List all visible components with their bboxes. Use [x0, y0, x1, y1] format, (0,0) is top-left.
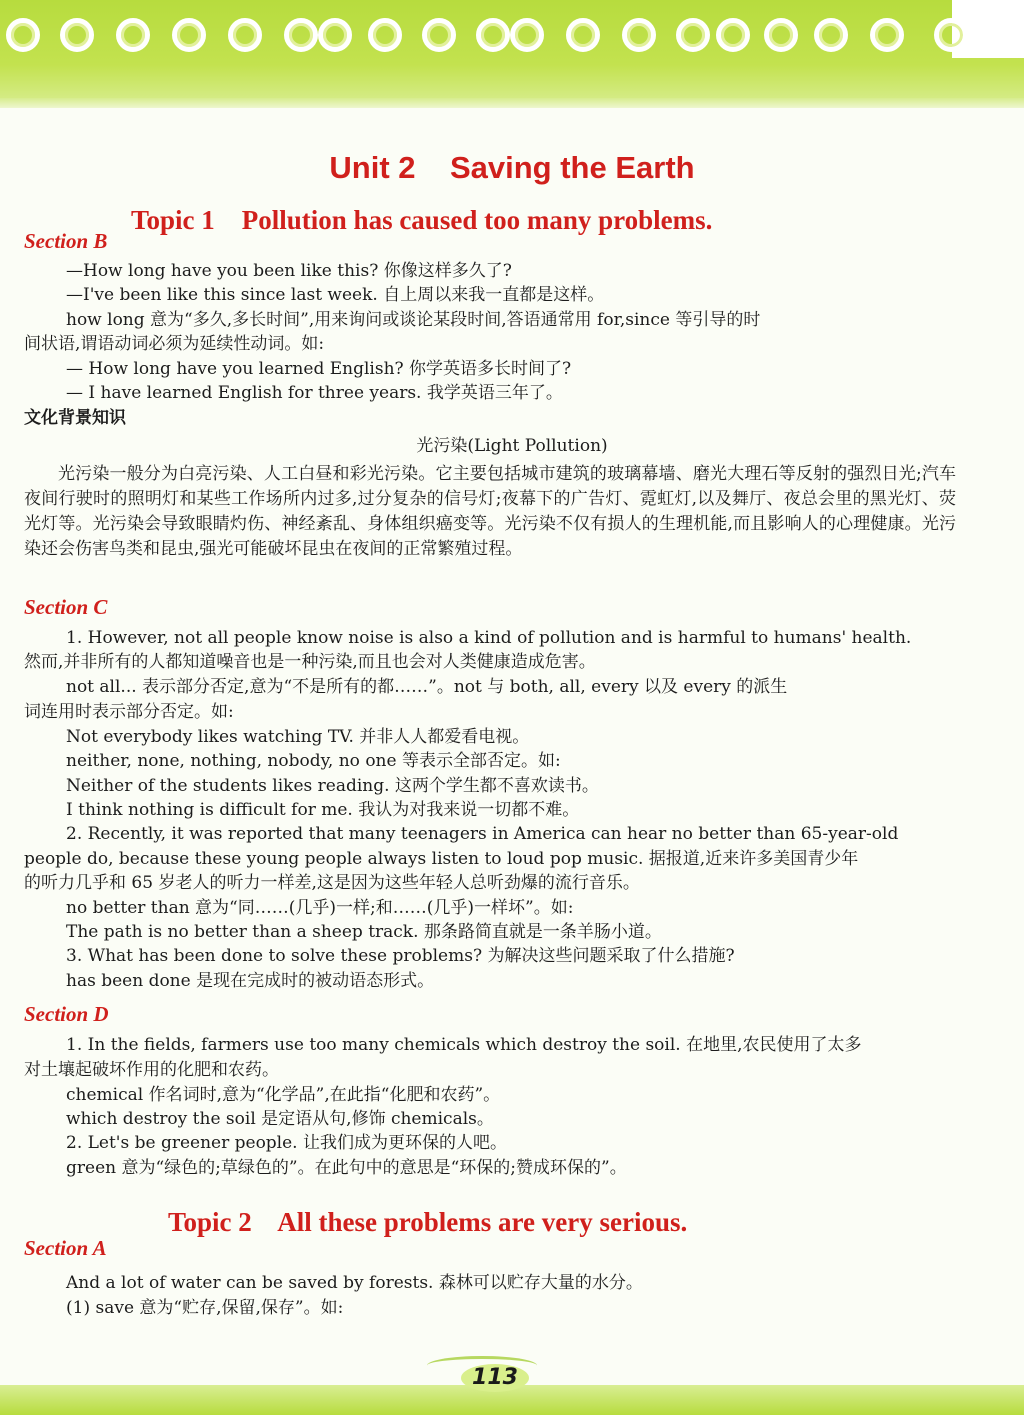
section-a-label: Section A: [24, 1236, 107, 1260]
topic-2-title: Topic 2 All these problems are very serious.: [168, 1207, 688, 1237]
text-line: 2. Recently, it was reported that many teenagers in America can hear no better than 65-year-old: [66, 824, 899, 844]
page-number-badge: [455, 1360, 535, 1396]
ring-ornament: [368, 18, 402, 52]
text-line: —How long have you been like this? 你像这样多久了?: [66, 261, 512, 281]
ring-ornament: [870, 18, 904, 52]
ring-ornament: [764, 18, 798, 52]
text-line: 2. Let's be greener people. 让我们成为更环保的人吧。: [66, 1133, 507, 1153]
culture-heading: 文化背景知识: [24, 408, 126, 428]
text-line: —I've been like this since last week. 自上周以来我一直都是这样。: [66, 285, 605, 305]
section-b-label: Section B: [24, 229, 108, 253]
text-line: 对土壤起破坏作用的化肥和农药。: [24, 1060, 279, 1080]
ring-ornament: [510, 18, 544, 52]
text-line: (1) save 意为“贮存,保留,保存”。如:: [66, 1298, 344, 1318]
ring-ornament: [318, 18, 352, 52]
unit-title: Unit 2 Saving the Earth: [329, 150, 695, 185]
text-line: 1. However, not all people know noise is also a kind of pollution and is harmful to humans' health.: [66, 628, 912, 648]
text-line: 词连用时表示部分否定。如:: [24, 702, 234, 722]
text-line: has been done 是现在完成时的被动语态形式。: [66, 971, 435, 991]
section-d-label: Section D: [24, 1002, 109, 1026]
ring-ornament: [814, 18, 848, 52]
topic-1-title: Topic 1 Pollution has caused too many problems.: [131, 205, 713, 235]
text-line: 间状语,谓语动词必须为延续性动词。如:: [24, 334, 325, 354]
culture-title: 光污染(Light Pollution): [416, 436, 608, 456]
ring-ornament: [60, 18, 94, 52]
section-c-label: Section C: [24, 595, 108, 619]
text-line: 的听力几乎和 65 岁老人的听力一样差,这是因为这些年轻人总听劲爆的流行音乐。: [24, 873, 640, 893]
ring-ornament: [566, 18, 600, 52]
ring-ornament: [228, 18, 262, 52]
ring-ornament: [716, 18, 750, 52]
page-number: 113: [461, 1364, 529, 1392]
text-line: And a lot of water can be saved by forests. 森林可以贮存大量的水分。: [66, 1273, 643, 1293]
ring-ornament: [172, 18, 206, 52]
ring-ornament: [934, 18, 968, 52]
text-line: green 意为“绿色的;草绿色的”。在此句中的意思是“环保的;赞成环保的”。: [66, 1158, 627, 1178]
ring-ornament: [476, 18, 510, 52]
ring-ornament: [676, 18, 710, 52]
band-edge: [0, 98, 1024, 108]
culture-paragraph: 光污染一般分为白亮污染、人工白昼和彩光污染。它主要包括城市建筑的玻璃幕墙、磨光大理石等反射的强烈日光;汽车夜间行驶时的照明灯和某些工作场所内过多,过分复杂的信号灯;夜幕下的广告灯、霓虹灯,以及舞厅、夜总会里的黑光灯、荧光灯等。光污染会导致眼睛灼伤、神经紊乱、身体组织癌变等。光污染不仅有损人的生理机能,而且影响人的心理健康。光污染还会伤害鸟类和昆虫,强光可能破坏昆虫在夜间的正常繁殖过程。: [24, 464, 956, 559]
text-line: chemical 作名词时,意为“化学品”,在此指“化肥和农药”。: [66, 1085, 501, 1105]
text-line: 1. In the fields, farmers use too many chemicals which destroy the soil. 在地里,农民使用了太多: [66, 1035, 862, 1055]
ring-ornament: [6, 18, 40, 52]
ring-ornament: [116, 18, 150, 52]
text-line: — I have learned English for three years. 我学英语三年了。: [66, 383, 563, 403]
ring-ornament: [622, 18, 656, 52]
top-decorative-band: [0, 0, 1024, 108]
text-line: no better than 意为“同……(几乎)一样;和……(几乎)一样坏”。如:: [66, 898, 574, 918]
ring-ornament: [422, 18, 456, 52]
text-line: 然而,并非所有的人都知道噪音也是一种污染,而且也会对人类健康造成危害。: [24, 652, 596, 672]
text-line: people do, because these young people always listen to loud pop music. 据报道,近来许多美国青少年: [24, 849, 859, 869]
text-line: which destroy the soil 是定语从句,修饰 chemicals。: [66, 1109, 494, 1129]
text-line: not all... 表示部分否定,意为“不是所有的都……”。not 与 both, all, every 以及 every 的派生: [66, 677, 788, 697]
text-line: Not everybody likes watching TV. 并非人人都爱看电视。: [66, 727, 530, 747]
text-line: neither, none, nothing, nobody, no one 等表示全部否定。如:: [66, 751, 561, 771]
text-line: how long 意为“多久,多长时间”,用来询问或谈论某段时间,答语通常用 for,since 等引导的时: [66, 310, 761, 330]
text-line: 3. What has been done to solve these problems? 为解决这些问题采取了什么措施?: [66, 946, 735, 966]
text-line: The path is no better than a sheep track. 那条路简直就是一条羊肠小道。: [66, 922, 662, 942]
text-line: — How long have you learned English? 你学英语多长时间了?: [66, 359, 572, 379]
ring-ornament: [284, 18, 318, 52]
text-line: I think nothing is difficult for me. 我认为对我来说一切都不难。: [66, 800, 580, 820]
text-line: Neither of the students likes reading. 这两个学生都不喜欢读书。: [66, 776, 599, 796]
